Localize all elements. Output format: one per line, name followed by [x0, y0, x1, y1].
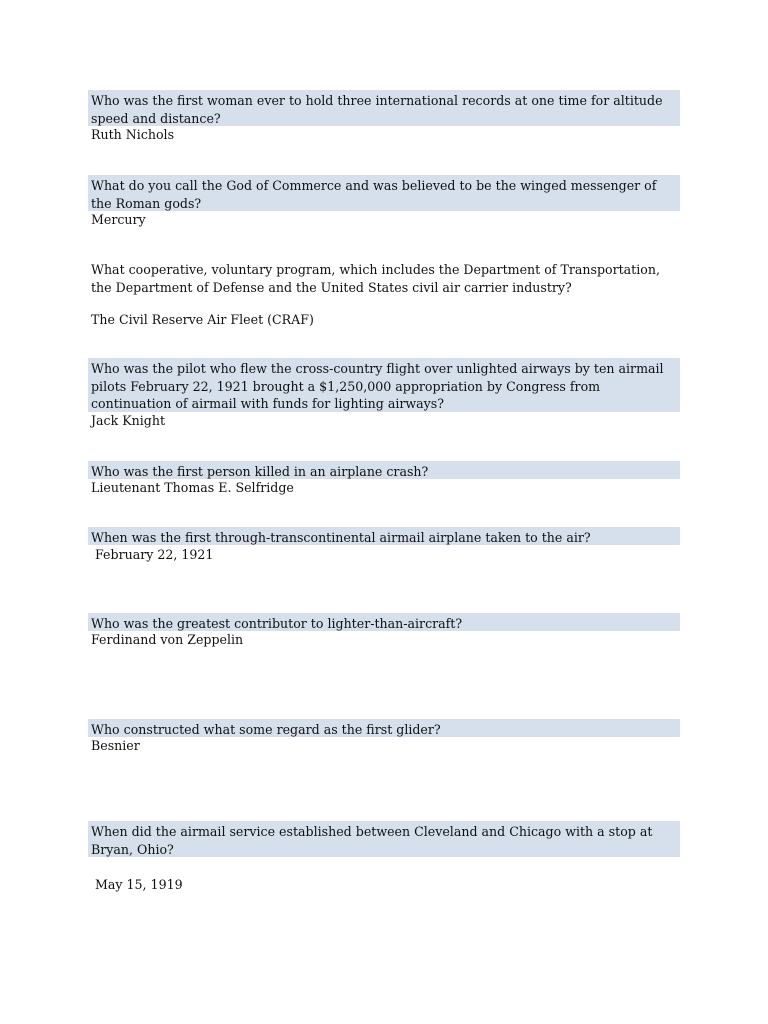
answer-7: Ferdinand von Zeppelin: [91, 632, 244, 647]
answer-6: February 22, 1921: [95, 547, 214, 562]
answer-5: Lieutenant Thomas E. Selfridge: [91, 480, 294, 495]
answer-3: The Civil Reserve Air Fleet (CRAF): [91, 312, 314, 327]
answer-1: Ruth Nichols: [91, 127, 175, 142]
question-5: Who was the first person killed in an airplane crash?: [88, 461, 680, 479]
question-6: When was the first through-transcontinental airmail airplane taken to the air?: [88, 527, 680, 545]
question-4: Who was the pilot who flew the cross-country flight over unlighted airways by ten airmail pilots February 22, 1921 brought a $1,250,000 appropriation by Congress from continuation of airmail with funds for lighting airways?: [88, 358, 680, 412]
answer-9: May 15, 1919: [95, 877, 183, 892]
question-9: When did the airmail service established between Cleveland and Chicago with a stop at Bryan, Ohio?: [88, 821, 680, 857]
answer-4: Jack Knight: [91, 413, 166, 428]
question-3: What cooperative, voluntary program, which includes the Department of Transportation, the Department of Defense and the United States civil air carrier industry?: [91, 262, 660, 295]
question-1: Who was the first woman ever to hold three international records at one time for altitude speed and distance?: [88, 90, 680, 126]
answer-2: Mercury: [91, 212, 146, 227]
answer-8: Besnier: [91, 738, 140, 753]
question-7: Who was the greatest contributor to lighter-than-aircraft?: [88, 613, 680, 631]
question-8: Who constructed what some regard as the first glider?: [88, 719, 680, 737]
question-2: What do you call the God of Commerce and was believed to be the winged messenger of the Roman gods?: [88, 175, 680, 211]
